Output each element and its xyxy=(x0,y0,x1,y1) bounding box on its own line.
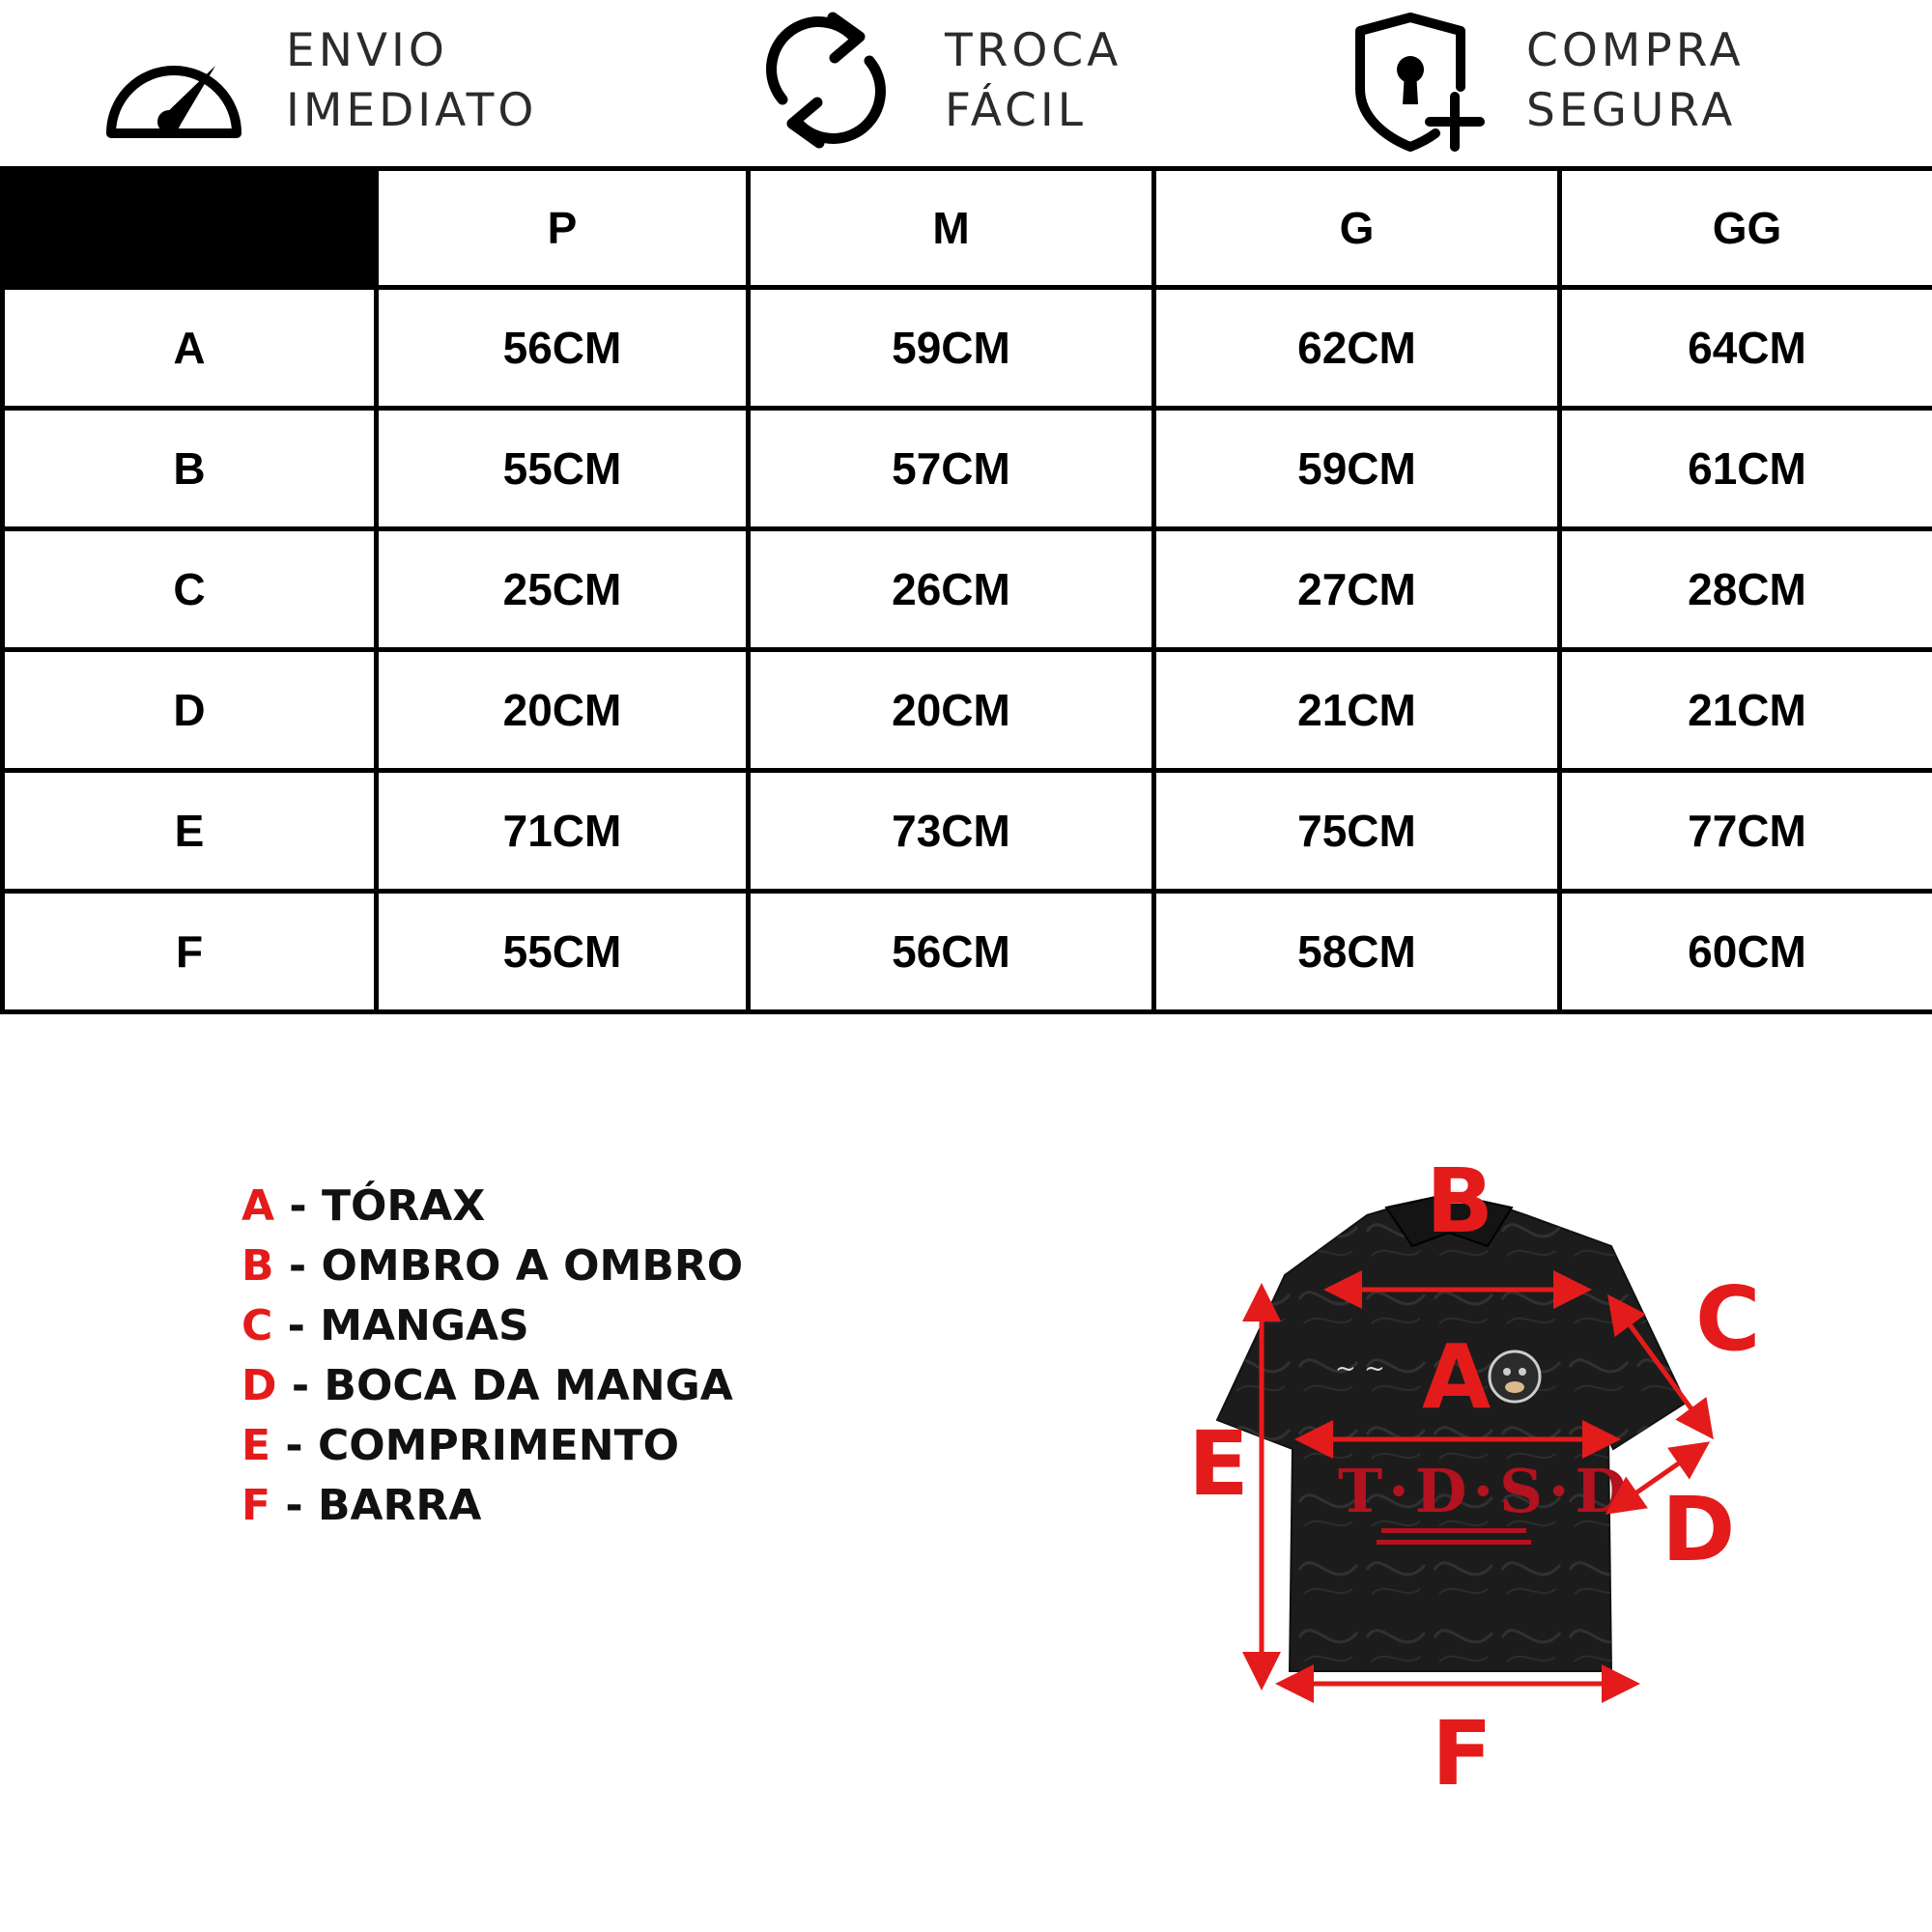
chest-graffiti-print: ~ ~ xyxy=(1335,1354,1385,1383)
legend-item xyxy=(242,1177,743,1236)
speedometer-icon xyxy=(101,19,246,145)
table-cell: 71CM xyxy=(377,771,749,892)
legend-letter: F xyxy=(242,1481,271,1530)
size-header-p: P xyxy=(377,169,749,288)
table-cell: 20CM xyxy=(749,650,1154,771)
legend-item xyxy=(242,1356,743,1416)
feature-line: IMEDIATO xyxy=(286,84,538,137)
legend-text: - BARRA xyxy=(270,1481,482,1530)
table-cell: 73CM xyxy=(749,771,1154,892)
table-cell: 77CM xyxy=(1560,771,1932,892)
feature-envio-text xyxy=(286,21,537,141)
table-cell: 64CM xyxy=(1560,288,1932,409)
table-row xyxy=(3,771,1932,892)
feature-line: ENVIO xyxy=(286,24,448,77)
size-table xyxy=(0,166,1932,1014)
table-cell: 55CM xyxy=(377,892,749,1012)
table-row xyxy=(3,529,1932,650)
feature-troca-text xyxy=(945,21,1122,141)
measurement-legend xyxy=(242,1177,743,1536)
legend-text: - BOCA DA MANGA xyxy=(276,1361,733,1410)
table-cell: 59CM xyxy=(749,288,1154,409)
table-cell: 28CM xyxy=(1560,529,1932,650)
size-header-gg: GG xyxy=(1560,169,1932,288)
table-cell: 26CM xyxy=(749,529,1154,650)
secure-shield-icon xyxy=(1352,12,1488,156)
shirt-measurement-diagram xyxy=(1159,1130,1761,1826)
feature-compra xyxy=(1352,0,1777,164)
table-cell: 27CM xyxy=(1154,529,1560,650)
front-gothic-print: T·D·S·D xyxy=(1338,1456,1634,1526)
table-cell: 21CM xyxy=(1560,650,1932,771)
legend-item xyxy=(242,1296,743,1356)
legend-text: - TÓRAX xyxy=(274,1181,486,1231)
table-cell: 56CM xyxy=(377,288,749,409)
table-cell: 56CM xyxy=(749,892,1154,1012)
diagram-label-d: D xyxy=(1662,1478,1736,1581)
table-cell: 25CM xyxy=(377,529,749,650)
row-label: B xyxy=(3,409,377,529)
feature-compra-text xyxy=(1526,21,1745,141)
table-cell: 21CM xyxy=(1154,650,1560,771)
legend-text: - COMPRIMENTO xyxy=(270,1421,680,1470)
table-row xyxy=(3,288,1932,409)
legend-letter: D xyxy=(242,1361,277,1410)
row-label: D xyxy=(3,650,377,771)
table-row xyxy=(3,650,1932,771)
table-cell: 60CM xyxy=(1560,892,1932,1012)
table-cell: 59CM xyxy=(1154,409,1560,529)
diagram-label-e: E xyxy=(1188,1412,1249,1516)
legend-item xyxy=(242,1236,743,1296)
row-label: F xyxy=(3,892,377,1012)
feature-line: SEGURA xyxy=(1526,84,1737,137)
size-header-row xyxy=(3,169,1932,288)
refresh-icon xyxy=(763,8,889,153)
size-header-m: M xyxy=(749,169,1154,288)
diagram-label-b: B xyxy=(1426,1150,1494,1253)
table-cell: 20CM xyxy=(377,650,749,771)
table-cell: 61CM xyxy=(1560,409,1932,529)
legend-text: - MANGAS xyxy=(272,1301,529,1350)
legend-item xyxy=(242,1476,743,1536)
diagram-label-c: C xyxy=(1695,1267,1761,1371)
table-cell: 55CM xyxy=(377,409,749,529)
table-cell: 57CM xyxy=(749,409,1154,529)
table-row xyxy=(3,409,1932,529)
row-label: A xyxy=(3,288,377,409)
legend-letter: B xyxy=(242,1241,274,1291)
table-cell: 75CM xyxy=(1154,771,1560,892)
feature-line: TROCA xyxy=(945,24,1122,77)
table-corner xyxy=(3,169,377,288)
diagram-label-f: F xyxy=(1432,1702,1492,1805)
table-row xyxy=(3,892,1932,1012)
size-header-g: G xyxy=(1154,169,1560,288)
bear-emblem xyxy=(1490,1351,1540,1402)
legend-item xyxy=(242,1416,743,1476)
diagram-label-a: A xyxy=(1422,1325,1492,1429)
table-cell: 58CM xyxy=(1154,892,1560,1012)
row-label: E xyxy=(3,771,377,892)
legend-letter: C xyxy=(242,1301,273,1350)
feature-line: COMPRA xyxy=(1526,24,1745,77)
table-cell: 62CM xyxy=(1154,288,1560,409)
feature-envio xyxy=(97,0,560,164)
legend-letter: E xyxy=(242,1421,271,1470)
row-label: C xyxy=(3,529,377,650)
feature-troca xyxy=(763,0,1169,164)
feature-line: FÁCIL xyxy=(945,84,1087,137)
legend-letter: A xyxy=(242,1181,275,1231)
legend-text: - OMBRO A OMBRO xyxy=(273,1241,744,1291)
